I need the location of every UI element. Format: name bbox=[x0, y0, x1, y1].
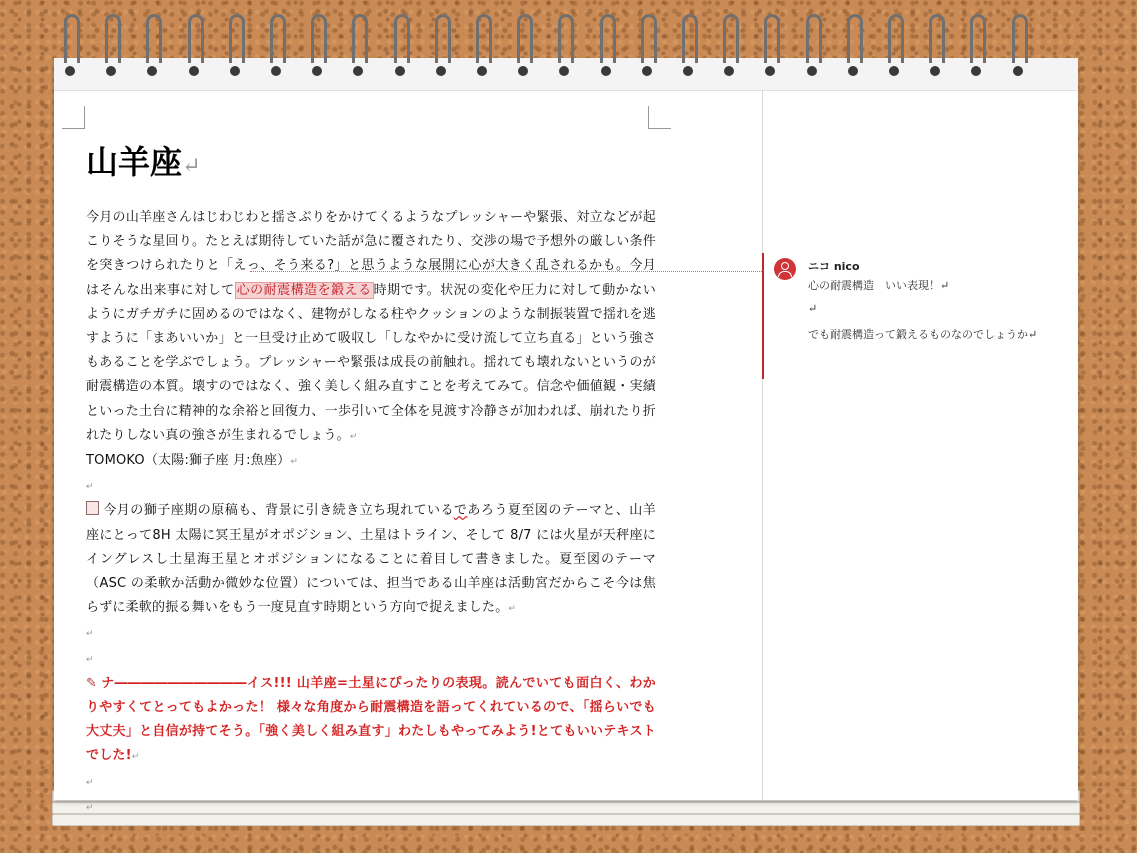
paragraph-text: 時期です。状況の変化や圧力に対して動かないようにガチガチに固めるのではなく、建物がしなる柱やクッションのような制振装置で揺れを逃すように「まあいいか」と一旦受け止めて吸収し「しなやかに受け流して立ち直る」という強さもあることを学ぶでしょう。プレッシャーや緊張は成長の前触れ。揺れても壊れないというのが耐震構造の本質。壊すのではなく、強く美しく組み直すことを考えてみて。信念や価値観・実績といった土台に精神的な余裕と回復力、一歩引いて全体を見渡す冷静さが加われば、崩れたり折れたりしない真の強さが生まれるでしょう。 bbox=[86, 282, 656, 443]
binding-ring bbox=[723, 14, 737, 82]
paragraph-author[interactable] bbox=[86, 449, 656, 474]
empty-paragraph[interactable] bbox=[86, 795, 656, 820]
empty-paragraph[interactable] bbox=[86, 770, 656, 795]
notebook-page bbox=[54, 58, 1078, 813]
paragraph-mark: ↵ bbox=[86, 802, 94, 813]
comment-line[interactable]: 心の耐震構造 いい表現！↵ bbox=[808, 279, 950, 292]
paragraph-mark: ↵ bbox=[86, 654, 94, 665]
comment-pane-divider bbox=[762, 90, 763, 800]
paragraph-mark: ↵ bbox=[131, 752, 140, 763]
paragraph-main[interactable] bbox=[86, 206, 656, 449]
binding-ring bbox=[1012, 14, 1026, 82]
feedback-text: ナ――――――――――イス!!! 山羊座=土星にぴったりの表現。読んでいても面白く、わかりやすくてとってもよかった！ 様々な角度から耐震構造を語ってくれているので、「揺らいでも大丈夫」と自信が持てそう。「強く美しく組み直す」わたしもやってみよう!とてもいいテキストでした! bbox=[86, 675, 656, 764]
comment-author: ニコ nico bbox=[808, 260, 860, 273]
empty-paragraph[interactable] bbox=[86, 621, 656, 646]
comment-accent-bar bbox=[762, 253, 764, 379]
paragraph-text: あろう夏至図のテーマと、山羊座にとって8H 太陽に冥王星がオポジション、土星はトライン、そして 8/7 には火星が天秤座にイングレスし土星海王星とオポジションになることに着目して書きました。夏至図のテーマ（ASC の柔軟か活動か微妙な位置）については、担当である山羊座は活動宮だからこそ今は焦らずに柔軟的振る舞いをもう一度見直す時期という方向で捉えました。 bbox=[86, 503, 656, 616]
empty-paragraph[interactable] bbox=[86, 474, 656, 499]
binding-ring bbox=[682, 14, 696, 82]
comment-leader-line bbox=[250, 271, 762, 272]
paragraph-mark: ↵ bbox=[508, 604, 517, 615]
paragraph-text: 今月の獅子座期の原稿も、背景に引き続き立ち現れている bbox=[103, 503, 454, 519]
crop-mark-right bbox=[648, 106, 671, 129]
paragraph-mark: ↵ bbox=[290, 457, 299, 468]
paragraph-text: 今月の山羊座さんはじわじわと揺さぶりをかけてくるようなプレッシャーや緊張、対立などが起こりそうな星回り。たとえば期待していた話が急に覆されたり、交渉の場で予想外の厳しい条件を突きつけられたりと「えっ、そう来る?」と思うような展開に心が大きく乱されるかも。今月はそんな出来事に対して bbox=[86, 210, 656, 298]
binding-ring bbox=[311, 14, 325, 82]
binding-ring bbox=[435, 14, 449, 82]
pencil-icon: ✎ bbox=[86, 675, 98, 691]
binding-ring bbox=[352, 14, 366, 82]
binding-ring bbox=[806, 14, 820, 82]
binding-ring bbox=[929, 14, 943, 82]
binding-ring bbox=[270, 14, 284, 82]
paragraph-mark: ↵ bbox=[349, 431, 358, 442]
author-line: TOMOKO（太陽:獅子座 月:魚座） bbox=[86, 453, 291, 469]
binding-ring bbox=[146, 14, 160, 82]
binding-ring bbox=[847, 14, 861, 82]
binding-ring bbox=[476, 14, 490, 82]
comment-line[interactable]: でも耐震構造って鍛えるものなのでしょうか↵ bbox=[808, 328, 1038, 341]
title-text: 山羊座 bbox=[86, 143, 183, 181]
paragraph-mark: ↵ bbox=[86, 482, 94, 493]
paragraph-mark: ↵ bbox=[86, 629, 94, 640]
comment-line[interactable]: ↵ bbox=[808, 302, 818, 315]
binding-ring bbox=[558, 14, 572, 82]
binding-ring bbox=[394, 14, 408, 82]
binding-ring bbox=[600, 14, 614, 82]
paragraph-mark: ↵ bbox=[182, 153, 201, 179]
clipboard-icon bbox=[86, 501, 99, 515]
paragraph-note[interactable] bbox=[86, 499, 656, 621]
paragraph-mark: ↵ bbox=[86, 777, 94, 788]
commented-highlight[interactable]: 心の耐震構造を鍛える bbox=[236, 282, 372, 298]
binding-ring bbox=[764, 14, 778, 82]
binding-ring bbox=[641, 14, 655, 82]
binding-ring bbox=[64, 14, 78, 82]
binding-ring bbox=[188, 14, 202, 82]
document-body[interactable] bbox=[86, 140, 656, 820]
binding-ring bbox=[888, 14, 902, 82]
binding-ring bbox=[105, 14, 119, 82]
document-title[interactable] bbox=[86, 140, 656, 188]
binding-ring bbox=[517, 14, 531, 82]
spiral-binding bbox=[64, 14, 1064, 92]
binding-ring bbox=[970, 14, 984, 82]
paragraph-feedback[interactable] bbox=[86, 672, 656, 770]
binding-ring bbox=[229, 14, 243, 82]
user-avatar-icon bbox=[774, 258, 796, 280]
empty-paragraph[interactable] bbox=[86, 647, 656, 672]
crop-mark-left bbox=[62, 106, 85, 129]
spellcheck-squiggle[interactable]: で bbox=[453, 503, 468, 519]
